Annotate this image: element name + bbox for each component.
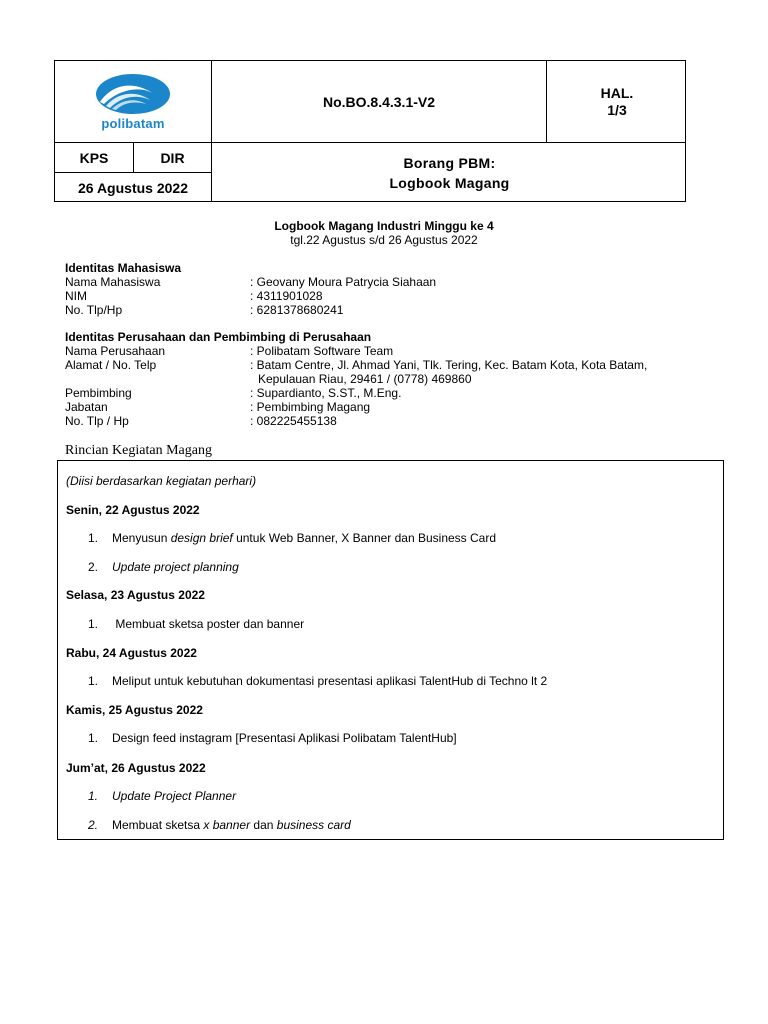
form-title bbox=[212, 143, 687, 202]
info-row bbox=[65, 344, 698, 358]
info-value: : 082225455138 bbox=[250, 414, 337, 428]
item-text-italic: business card bbox=[276, 818, 351, 832]
item-number: 1. bbox=[88, 789, 99, 803]
activity-item bbox=[88, 731, 457, 745]
info-key: Nama Mahasiswa bbox=[65, 275, 161, 289]
item-text: dan bbox=[250, 818, 277, 832]
document-date: 26 Agustus 2022 bbox=[78, 179, 188, 196]
info-row bbox=[65, 386, 698, 400]
student-identity-section bbox=[65, 261, 690, 317]
info-row bbox=[65, 372, 698, 386]
title-line1: Logbook Magang Industri Minggu ke 4 bbox=[274, 219, 494, 233]
activity-item bbox=[88, 818, 351, 832]
item-number: 1. bbox=[88, 617, 99, 631]
activity-item bbox=[88, 617, 304, 631]
form-title-line2: Logbook Magang bbox=[389, 174, 510, 191]
kps-label: KPS bbox=[79, 149, 109, 166]
info-key: No. Tlp/Hp bbox=[65, 303, 123, 317]
document-number: No.BO.8.4.3.1-V2 bbox=[322, 93, 436, 110]
page-indicator bbox=[547, 61, 687, 142]
info-row bbox=[65, 358, 698, 372]
info-value: : Batam Centre, Jl. Ahmad Yani, Tlk. Tering, Kec. Batam Kota, Kota Batam, bbox=[250, 358, 648, 372]
polibatam-logo-icon bbox=[94, 72, 172, 118]
activity-item bbox=[88, 789, 236, 803]
info-key: NIM bbox=[65, 289, 87, 303]
info-value: : Pembimbing Magang bbox=[250, 400, 371, 414]
activities-note: (Diisi berdasarkan kegiatan perhari) bbox=[66, 474, 257, 488]
item-number: 2. bbox=[88, 560, 99, 574]
item-number: 1. bbox=[88, 674, 99, 688]
info-row bbox=[65, 400, 698, 414]
page-title bbox=[0, 219, 768, 247]
item-text-italic: design brief bbox=[170, 531, 233, 545]
item-text: Design feed instagram [Presentasi Aplikasi Polibatam TalentHub] bbox=[112, 731, 457, 745]
document-header-table bbox=[54, 60, 686, 202]
logo bbox=[55, 61, 211, 142]
info-key: Pembimbing bbox=[65, 386, 132, 400]
info-value: : Supardianto, S.ST., M.Eng. bbox=[250, 386, 402, 400]
activity-item bbox=[88, 560, 239, 574]
day-heading: Jum’at, 26 Agustus 2022 bbox=[66, 761, 206, 775]
info-key: Jabatan bbox=[65, 400, 108, 414]
info-row bbox=[65, 303, 690, 317]
item-text: Membuat sketsa bbox=[112, 818, 204, 832]
form-title-line1: Borang PBM: bbox=[403, 154, 496, 171]
item-text: untuk Web Banner, X Banner dan Business Card bbox=[232, 531, 497, 545]
info-row bbox=[65, 275, 690, 289]
info-value: : 6281378680241 bbox=[250, 303, 344, 317]
title-line2: tgl.22 Agustus s/d 26 Agustus 2022 bbox=[290, 233, 478, 247]
item-text: Membuat sketsa poster dan banner bbox=[112, 617, 305, 631]
item-number: 1. bbox=[88, 531, 99, 545]
item-text-italic: x banner bbox=[203, 818, 251, 832]
info-key: Nama Perusahaan bbox=[65, 344, 166, 358]
item-text-italic: Update project planning bbox=[112, 560, 239, 574]
day-heading: Selasa, 23 Agustus 2022 bbox=[66, 588, 205, 602]
item-text: Meliput untuk kebutuhan dokumentasi presentasi aplikasi TalentHub di Techno lt 2 bbox=[112, 674, 548, 688]
hal-label: HAL. bbox=[600, 84, 634, 101]
item-text-italic: Update Project Planner bbox=[112, 789, 237, 803]
item-number: 1. bbox=[88, 731, 99, 745]
info-value: : Polibatam Software Team bbox=[250, 344, 394, 358]
info-value-continuation: Kepulauan Riau, 29461 / (0778) 469860 bbox=[258, 372, 472, 386]
info-value: : 4311901028 bbox=[250, 289, 323, 303]
day-heading: Senin, 22 Agustus 2022 bbox=[66, 503, 200, 517]
info-value: : Geovany Moura Patrycia Siahaan bbox=[250, 275, 437, 289]
section-heading: Identitas Perusahaan dan Pembimbing di Perusahaan bbox=[65, 330, 372, 344]
logo-text: polibatam bbox=[101, 116, 165, 131]
section-heading: Identitas Mahasiswa bbox=[65, 261, 182, 275]
info-key: Alamat / No. Telp bbox=[65, 358, 157, 372]
activities-box bbox=[57, 460, 724, 840]
day-heading: Kamis, 25 Agustus 2022 bbox=[66, 703, 203, 717]
item-text: Menyusun bbox=[112, 531, 171, 545]
hal-value: 1/3 bbox=[607, 101, 627, 118]
info-row bbox=[65, 414, 698, 428]
dir-label: DIR bbox=[160, 149, 185, 166]
activities-label: Rincian Kegiatan Magang bbox=[65, 443, 212, 458]
activity-item bbox=[88, 674, 547, 688]
info-row bbox=[65, 289, 690, 303]
item-number: 2. bbox=[88, 818, 99, 832]
activity-item bbox=[88, 531, 496, 545]
info-key: No. Tlp / Hp bbox=[65, 414, 129, 428]
day-heading: Rabu, 24 Agustus 2022 bbox=[66, 646, 197, 660]
company-identity-section bbox=[65, 330, 698, 428]
